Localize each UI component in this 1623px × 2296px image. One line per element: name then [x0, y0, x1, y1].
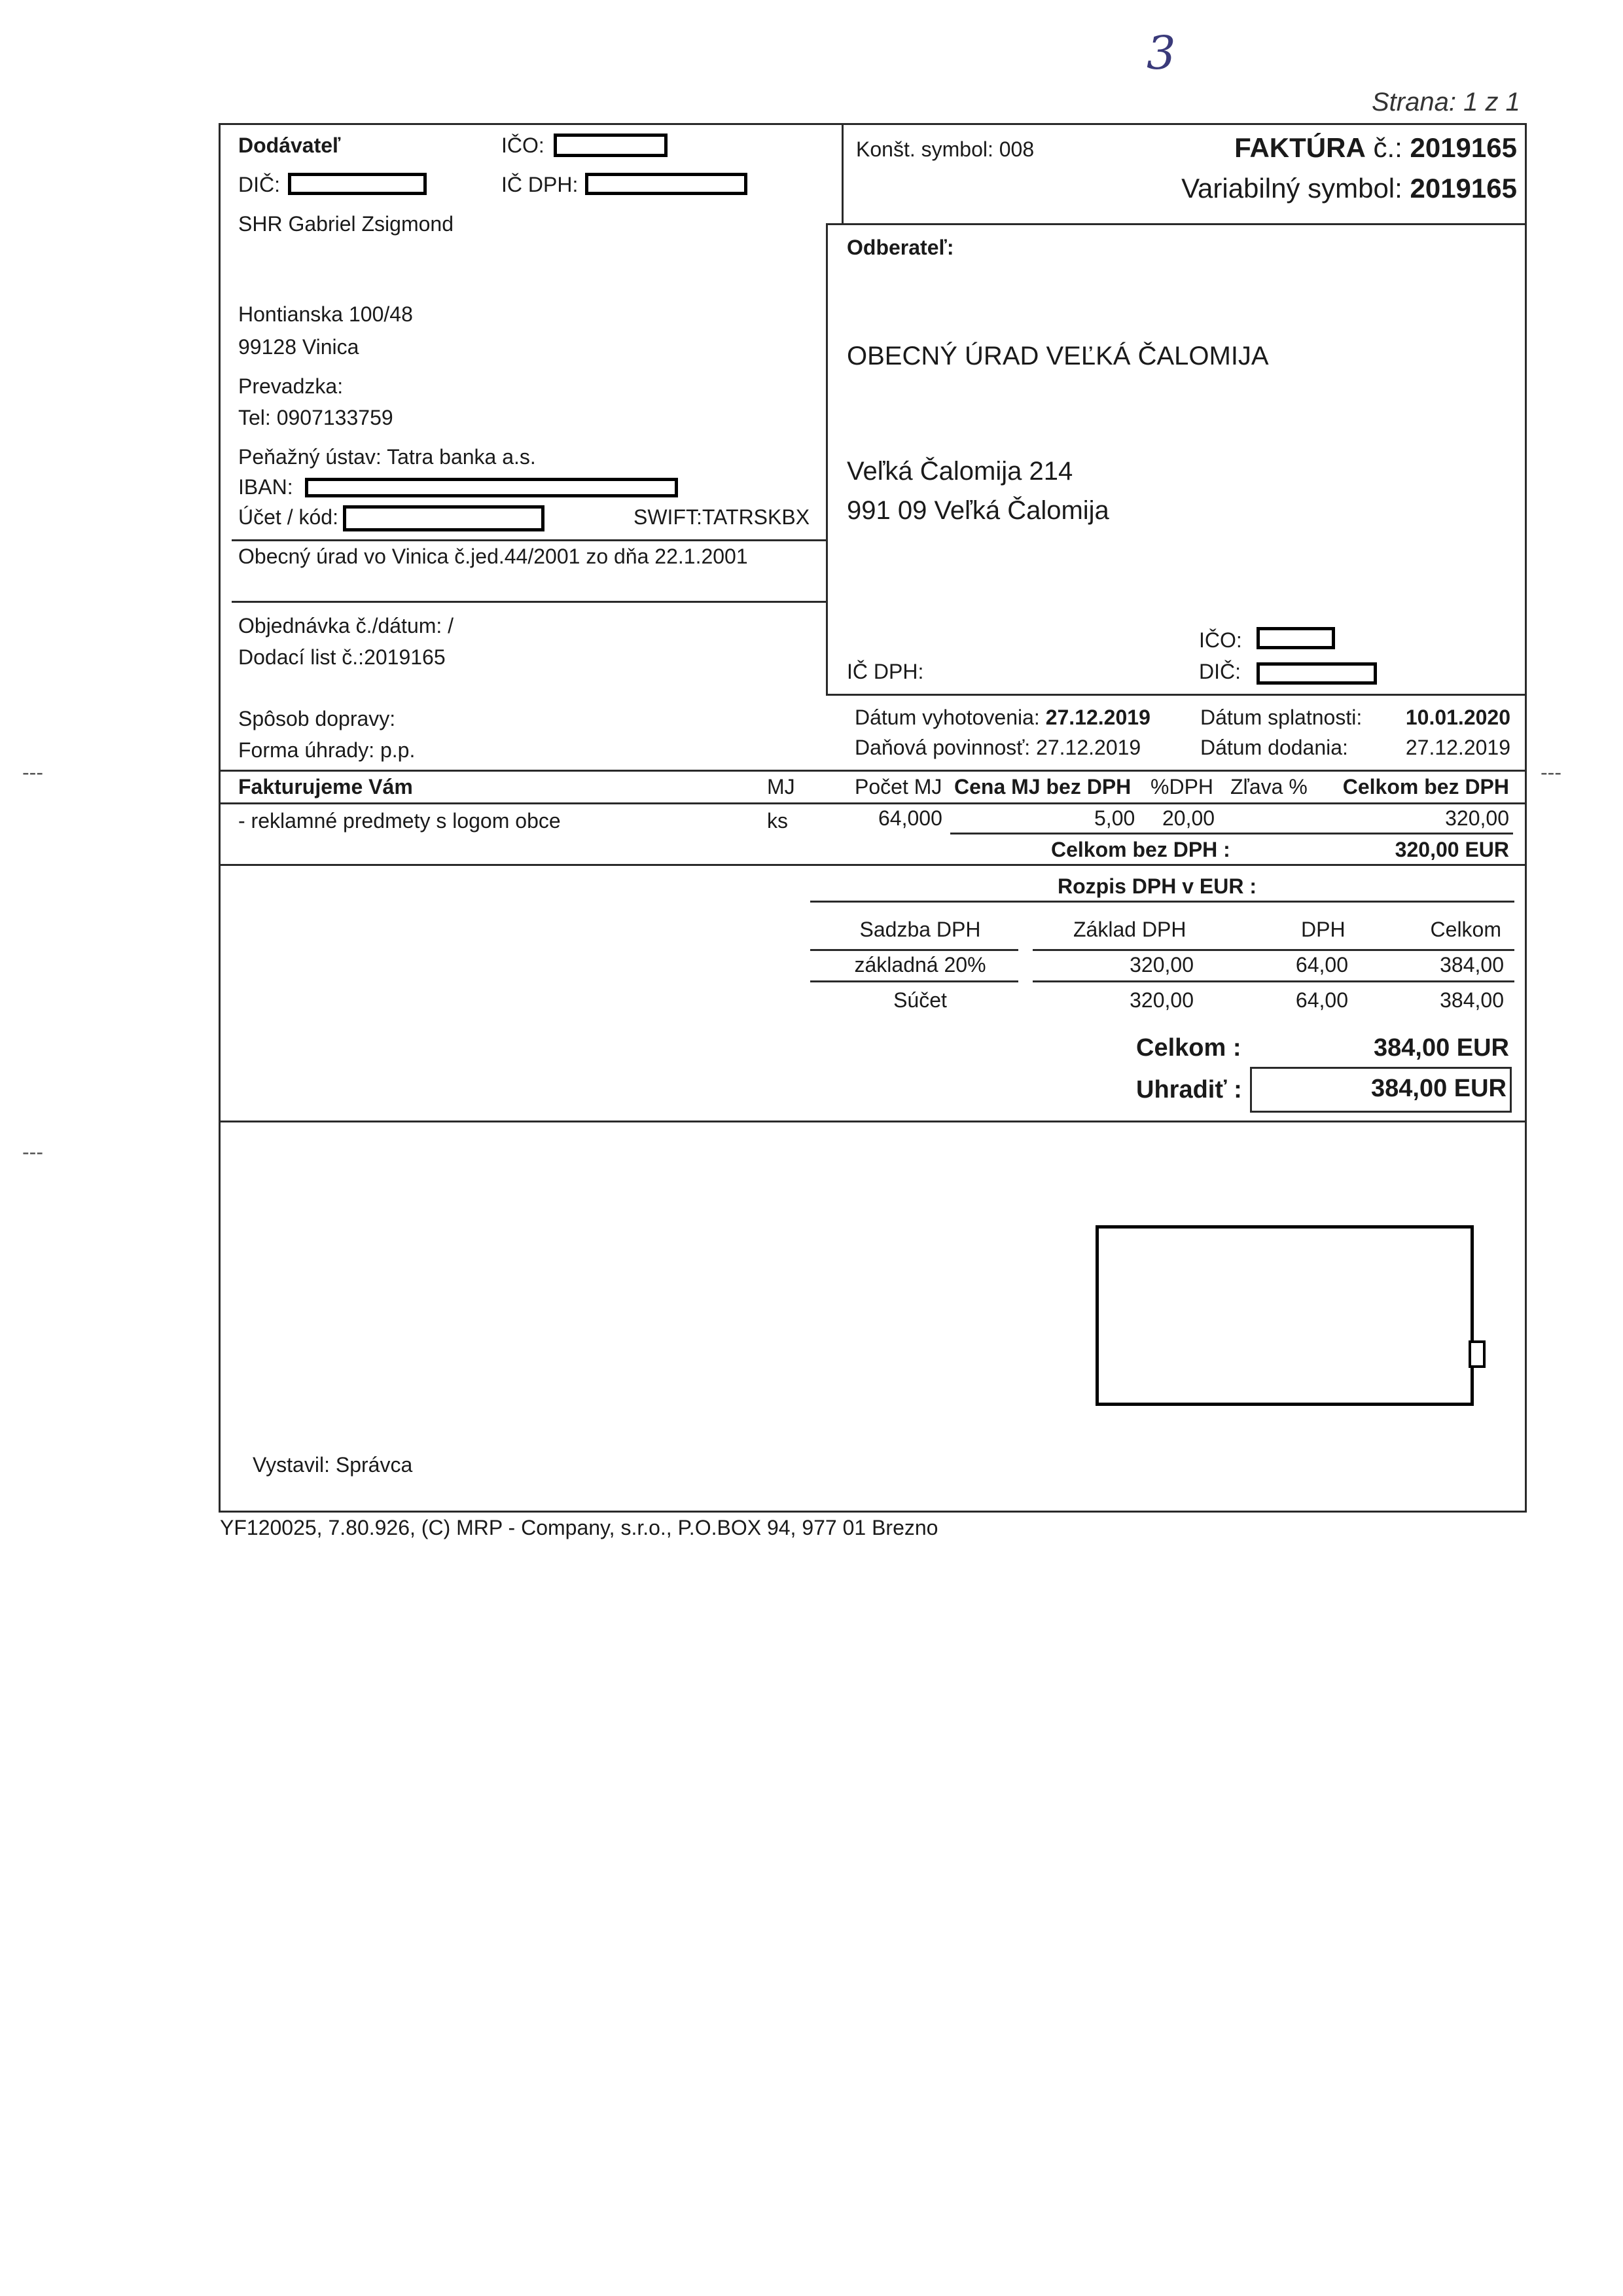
invoice-title: [1234, 132, 1517, 164]
supplier-ico-label: IČO:: [501, 134, 544, 157]
items-header-top: [219, 770, 1527, 772]
customer-box-left: [826, 223, 828, 696]
vat-sum-vat: 64,00: [1295, 988, 1348, 1012]
supplier-icdph-label: IČ DPH:: [501, 173, 579, 196]
redacted-icdph: [585, 173, 747, 195]
items-header-discount: Zľava %: [1230, 775, 1308, 798]
issue-date: [855, 706, 1150, 730]
customer-street: Veľká Čalomija 214: [847, 457, 1073, 486]
vat-header-line-1: [810, 949, 1018, 951]
items-header-vat: %DPH: [1150, 775, 1214, 798]
supplier-heading: Dodávateľ: [238, 134, 341, 157]
supplier-name: SHR Gabriel Zsigmond: [238, 212, 454, 236]
vat-sum-total: 384,00: [1440, 988, 1504, 1012]
supplier-sep: [232, 539, 827, 541]
items-header-total: Celkom bez DPH: [1342, 775, 1509, 798]
margin-mark: ---: [22, 1140, 43, 1164]
item-total: 320,00: [1445, 806, 1509, 830]
vat-title-underline: [810, 901, 1514, 903]
stamp-tab: [1469, 1340, 1486, 1368]
payment-method: Forma úhrady: p.p.: [238, 738, 416, 762]
page-label: Strana: 1 z 1: [1372, 88, 1520, 117]
vat-header-total: Celkom: [1430, 918, 1501, 941]
subtotal-bottom: [219, 864, 1527, 866]
vat-title: Rozpis DPH v EUR :: [1058, 874, 1257, 898]
customer-city: 991 09 Veľká Čalomija: [847, 496, 1109, 525]
redacted-dic: [288, 173, 427, 195]
supplier-premises: Prevadzka:: [238, 374, 344, 398]
redacted-customer-dic: [1257, 662, 1377, 685]
item-underline: [950, 833, 1513, 834]
delivery-date-value: 27.12.2019: [1405, 736, 1510, 759]
handwritten-page-number: 3: [1147, 26, 1176, 80]
vat-header-rate: Sadzba DPH: [859, 918, 981, 941]
redacted-iban: [305, 478, 678, 497]
const-symbol: Konšt. symbol: 008: [856, 137, 1035, 161]
customer-dic-label: DIČ:: [1199, 660, 1241, 683]
redacted-ico: [554, 134, 668, 157]
order-label: Objednávka č./dátum: /: [238, 614, 454, 637]
frame-left: [219, 123, 221, 1512]
customer-ico-label: IČO:: [1199, 628, 1242, 652]
supplier-bank: Peňažný ústav: Tatra banka a.s.: [238, 445, 536, 469]
tax-date-value: 27.12.2019: [1036, 736, 1141, 759]
item-vat: 20,00: [1162, 806, 1215, 830]
vat-row-rate: základná 20%: [854, 953, 986, 977]
supplier-dic-label: DIČ:: [238, 173, 280, 196]
issue-date-value: 27.12.2019: [1045, 706, 1150, 729]
vat-sum-base: 320,00: [1130, 988, 1194, 1012]
subtotal-value: 320,00 EUR: [1395, 838, 1509, 861]
invoice-title-label: FAKTÚRA: [1234, 132, 1366, 163]
supplier-phone: Tel: 0907133759: [238, 406, 393, 429]
supplier-registration: Obecný úrad vo Vinica č.jed.44/2001 zo dňa 22.1.2001: [238, 545, 748, 568]
vat-row-vat: 64,00: [1295, 953, 1348, 977]
redacted-stamp: [1096, 1225, 1474, 1406]
invoice-number: 2019165: [1410, 132, 1517, 163]
invoice-title-c: č.:: [1373, 132, 1402, 163]
redacted-account: [343, 505, 544, 531]
tax-date-label: Daňová povinnosť:: [855, 736, 1031, 759]
customer-name: OBECNÝ ÚRAD VEĽKÁ ČALOMIJA: [847, 342, 1269, 370]
delivery-note: Dodací list č.:2019165: [238, 645, 446, 669]
frame-right: [1525, 123, 1527, 1512]
vat-row-base: 320,00: [1130, 953, 1194, 977]
item-price: 5,00: [1094, 806, 1135, 830]
items-header-qty: Počet MJ: [855, 775, 942, 798]
variable-symbol: [1181, 173, 1517, 204]
item-qty: 64,000: [878, 806, 942, 830]
transport-method: Spôsob dopravy:: [238, 707, 396, 730]
vat-sum-label: Súčet: [893, 988, 947, 1012]
footer: YF120025, 7.80.926, (C) MRP - Company, s.r.o., P.O.BOX 94, 977 01 Brezno: [220, 1516, 938, 1539]
supplier-city: 99128 Vinica: [238, 335, 359, 359]
issue-date-label: Dátum vyhotovenia:: [855, 706, 1040, 729]
delivery-date-label: Dátum dodania:: [1200, 736, 1348, 759]
subtotal-label: Celkom bez DPH :: [1051, 838, 1230, 861]
total-value: 384,00 EUR: [1373, 1034, 1509, 1062]
due-date-value: 10.01.2020: [1405, 706, 1510, 729]
vat-row-total: 384,00: [1440, 953, 1504, 977]
frame-top: [219, 123, 1527, 125]
margin-mark: ---: [1541, 761, 1561, 784]
margin-mark: ---: [22, 761, 43, 784]
header-divider: [842, 123, 844, 224]
items-header-mj: MJ: [767, 775, 795, 798]
supplier-iban-label: IBAN:: [238, 475, 293, 499]
totals-bottom: [219, 1121, 1527, 1122]
items-header-bottom: [219, 802, 1527, 804]
due-date-label: Dátum splatnosti:: [1200, 706, 1363, 729]
item-mj: ks: [767, 809, 788, 833]
pay-label: Uhradiť :: [1136, 1076, 1242, 1103]
vat-row-line-2: [1033, 980, 1514, 982]
total-label: Celkom :: [1136, 1034, 1241, 1062]
supplier-street: Hontianska 100/48: [238, 302, 413, 326]
tax-date: [855, 736, 1141, 760]
order-sep: [232, 601, 827, 603]
vat-header-vat: DPH: [1301, 918, 1346, 941]
supplier-swift: SWIFT:TATRSKBX: [633, 505, 810, 529]
items-header-price: Cena MJ bez DPH: [954, 775, 1132, 798]
vat-row-line-1: [810, 980, 1018, 982]
issued-by: Vystavil: Správca: [253, 1453, 413, 1477]
redacted-customer-ico: [1257, 627, 1335, 649]
vat-header-line-2: [1033, 949, 1514, 951]
var-symbol-label: Variabilný symbol:: [1181, 173, 1402, 204]
customer-box-top: [826, 223, 1527, 225]
vat-header-base: Základ DPH: [1073, 918, 1186, 941]
frame-bottom: [219, 1511, 1527, 1513]
customer-icdph-label: IČ DPH:: [847, 660, 924, 683]
customer-heading: Odberateľ:: [847, 236, 954, 259]
var-symbol-value: 2019165: [1410, 173, 1517, 204]
items-header-desc: Fakturujeme Vám: [238, 775, 413, 798]
item-desc: - reklamné predmety s logom obce: [238, 809, 561, 833]
customer-box-bottom: [826, 694, 1527, 696]
supplier-account-label: Účet / kód:: [238, 505, 338, 529]
pay-value: 384,00 EUR: [1370, 1075, 1507, 1102]
